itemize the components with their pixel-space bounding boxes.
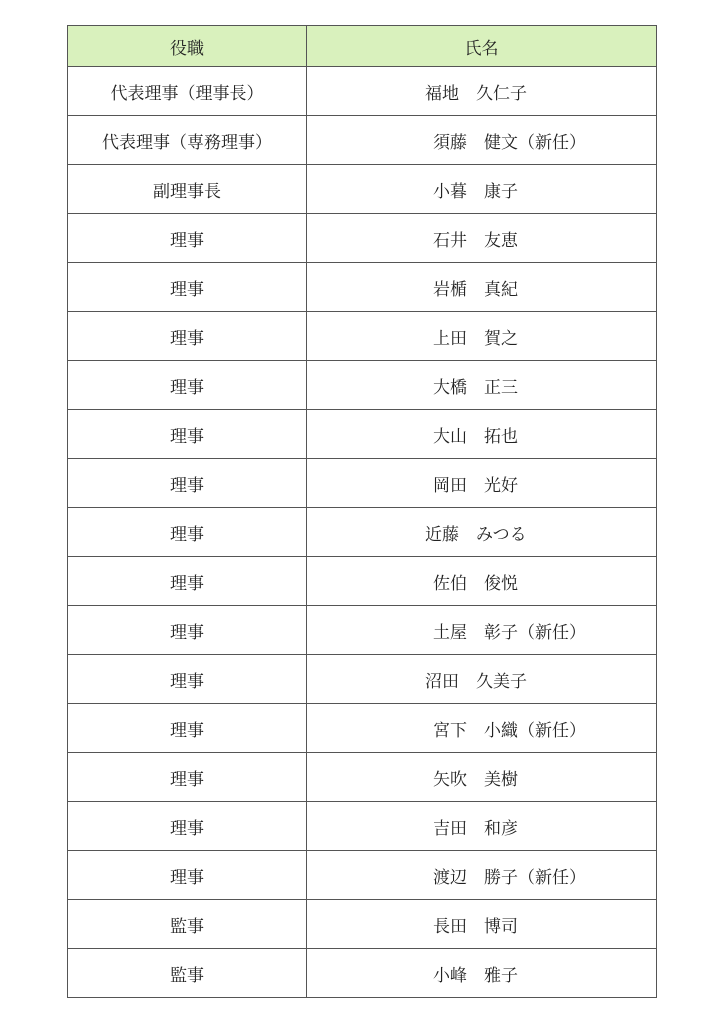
name-cell: 岡田 光好 <box>307 459 657 508</box>
table-row <box>68 851 657 900</box>
role-cell: 理事 <box>68 655 307 704</box>
table-row <box>68 802 657 851</box>
table-row <box>68 361 657 410</box>
role-cell: 理事 <box>68 704 307 753</box>
name-cell: 長田 博司 <box>307 900 657 949</box>
name-cell: 矢吹 美樹 <box>307 753 657 802</box>
name-cell: 宮下 小織（新任） <box>307 704 657 753</box>
table-row <box>68 949 657 998</box>
table-row <box>68 704 657 753</box>
table-row <box>68 214 657 263</box>
table-row <box>68 263 657 312</box>
name-cell: 小峰 雅子 <box>307 949 657 998</box>
name-cell: 近藤 みつる <box>307 508 657 557</box>
name-cell: 佐伯 俊悦 <box>307 557 657 606</box>
role-cell: 理事 <box>68 851 307 900</box>
name-cell: 岩楯 真紀 <box>307 263 657 312</box>
name-cell: 福地 久仁子 <box>307 67 657 116</box>
table-row <box>68 459 657 508</box>
table-row <box>68 606 657 655</box>
role-cell: 理事 <box>68 802 307 851</box>
name-cell: 渡辺 勝子（新任） <box>307 851 657 900</box>
name-cell: 土屋 彰子（新任） <box>307 606 657 655</box>
role-cell: 代表理事（専務理事） <box>68 116 307 165</box>
table-row <box>68 410 657 459</box>
name-cell: 須藤 健文（新任） <box>307 116 657 165</box>
table-row <box>68 655 657 704</box>
table-row <box>68 557 657 606</box>
role-cell: 理事 <box>68 508 307 557</box>
table-row <box>68 67 657 116</box>
name-cell: 大橋 正三 <box>307 361 657 410</box>
name-cell: 吉田 和彦 <box>307 802 657 851</box>
role-cell: 理事 <box>68 263 307 312</box>
role-cell: 理事 <box>68 214 307 263</box>
role-cell: 理事 <box>68 606 307 655</box>
table-row <box>68 508 657 557</box>
name-cell: 沼田 久美子 <box>307 655 657 704</box>
name-cell: 上田 賀之 <box>307 312 657 361</box>
role-cell: 代表理事（理事長） <box>68 67 307 116</box>
name-cell: 小暮 康子 <box>307 165 657 214</box>
role-cell: 副理事長 <box>68 165 307 214</box>
name-cell: 大山 拓也 <box>307 410 657 459</box>
role-cell: 監事 <box>68 900 307 949</box>
role-cell: 理事 <box>68 410 307 459</box>
table-row <box>68 116 657 165</box>
header-role: 役職 <box>68 26 307 67</box>
table-row <box>68 753 657 802</box>
role-cell: 理事 <box>68 459 307 508</box>
header-name: 氏名 <box>307 26 657 67</box>
role-cell: 理事 <box>68 361 307 410</box>
role-cell: 監事 <box>68 949 307 998</box>
role-cell: 理事 <box>68 753 307 802</box>
table-row <box>68 165 657 214</box>
name-cell: 石井 友恵 <box>307 214 657 263</box>
officers-table <box>67 25 657 998</box>
table-row <box>68 900 657 949</box>
table-row <box>68 312 657 361</box>
table-header-row <box>68 26 657 67</box>
role-cell: 理事 <box>68 557 307 606</box>
role-cell: 理事 <box>68 312 307 361</box>
